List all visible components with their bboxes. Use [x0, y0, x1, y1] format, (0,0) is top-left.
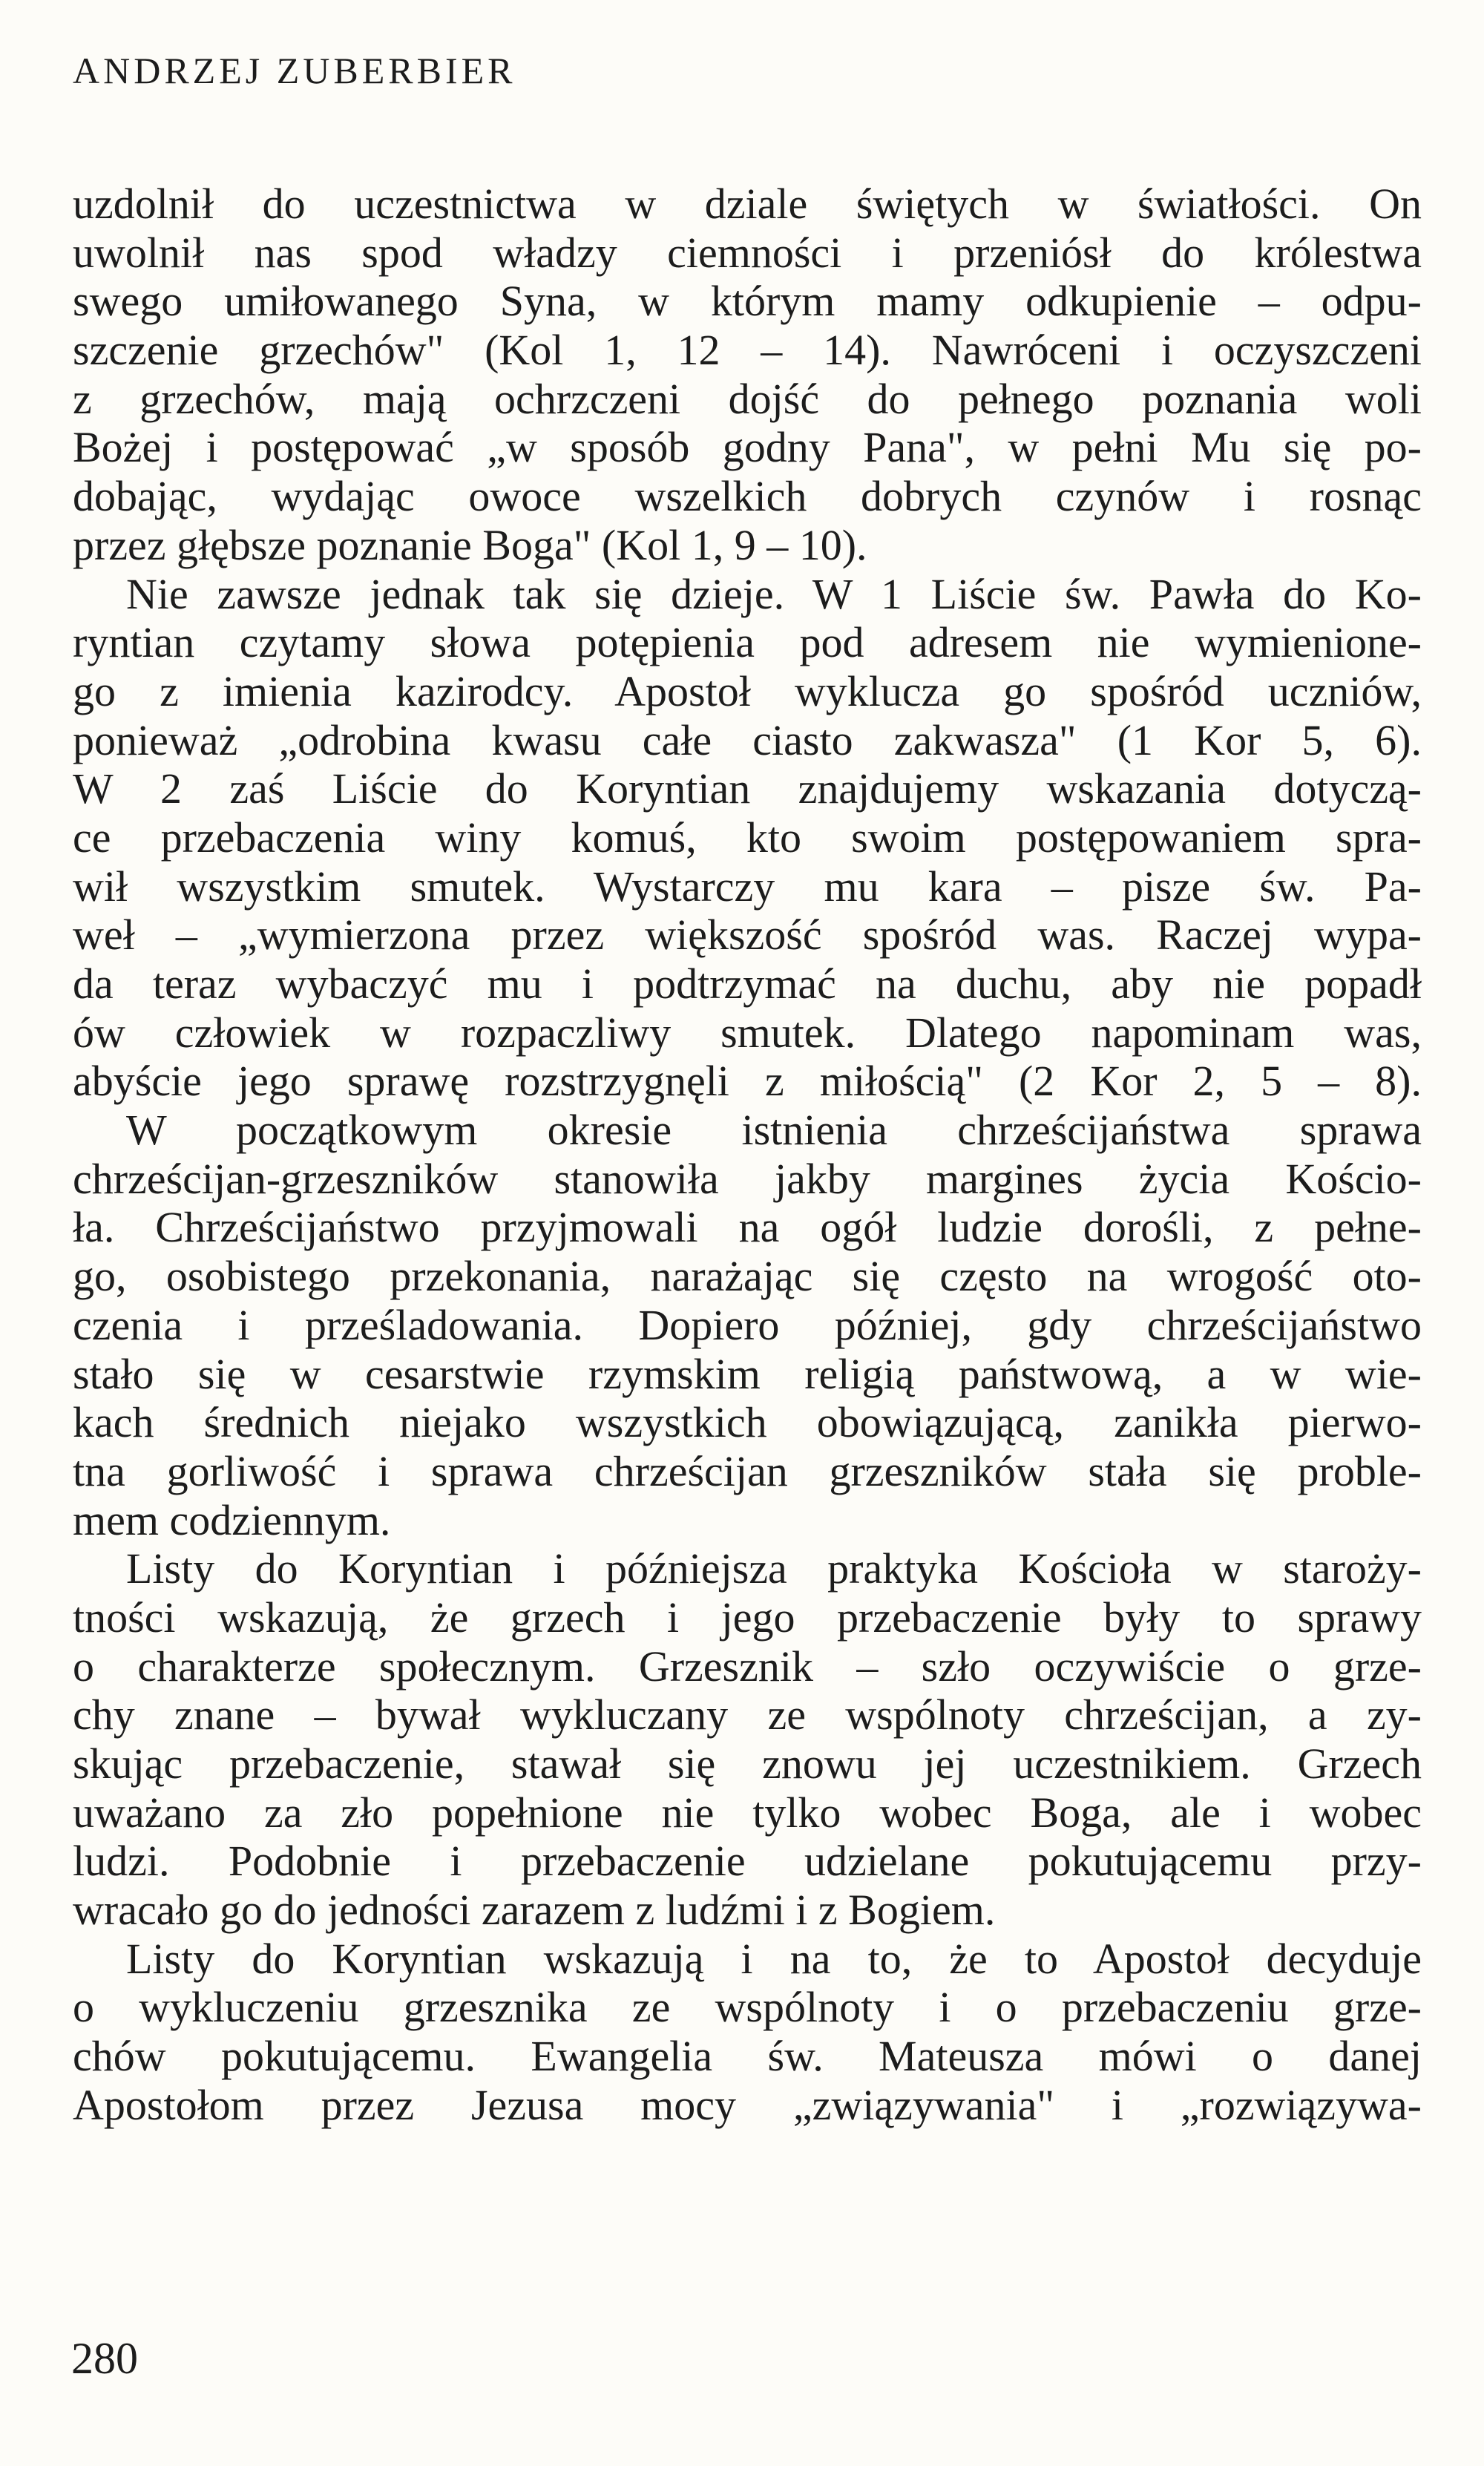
text-line: go z imienia kazirodcy. Apostoł wyklucza go spośród uczniów,: [73, 666, 1422, 715]
text-line: W początkowym okresie istnienia chrześcijaństwa sprawa: [126, 1106, 1422, 1155]
text-line: Bożej i postępować „w sposób godny Pana", w pełni Mu się po-: [73, 423, 1422, 472]
text-line: uzdolnił do uczestnictwa w dziale świętych w światłości. On: [73, 180, 1422, 228]
text-line: W 2 zaś Liście do Koryntian znajdujemy wskazania dotyczą-: [73, 764, 1422, 813]
text-line: ów człowiek w rozpaczliwy smutek. Dlatego napominam was,: [73, 1008, 1422, 1057]
text-line: z grzechów, mają ochrzczeni dojść do pełnego poznania woli: [73, 374, 1422, 423]
text-line: przez głębsze poznanie Boga" (Kol 1, 9 – 10).: [73, 520, 867, 569]
text-line: ludzi. Podobnie i przebaczenie udzielane pokutującemu przy-: [73, 1837, 1422, 1886]
text-line: uwolnił nas spod władzy ciemności i przeniósł do królestwa: [73, 228, 1422, 277]
text-line: o charakterze społecznym. Grzesznik – szło oczywiście o grze-: [73, 1642, 1422, 1691]
text-line: wracało go do jedności zarazem z ludźmi i z Bogiem.: [73, 1886, 996, 1935]
text-line: tności wskazują, że grzech i jego przebaczenie były to sprawy: [73, 1593, 1422, 1642]
running-head: ANDRZEJ ZUBERBIER: [73, 50, 516, 91]
text-line: mem codziennym.: [73, 1495, 391, 1544]
text-line: chrześcijan-grzeszników stanowiła jakby margines życia Kościo-: [73, 1154, 1422, 1203]
text-line: Listy do Koryntian wskazują i na to, że to Apostoł decyduje: [126, 1934, 1422, 1983]
text-line: go, osobistego przekonania, narażając się często na wrogość oto-: [73, 1252, 1422, 1301]
text-line: kach średnich niejako wszystkich obowiązującą, zanikła pierwo-: [73, 1398, 1422, 1447]
text-line: dobając, wydając owoce wszelkich dobrych czynów i rosnąc: [73, 472, 1422, 521]
text-line: o wykluczeniu grzesznika ze wspólnoty i o przebaczeniu grze-: [73, 1983, 1422, 2032]
text-line: ła. Chrześcijaństwo przyjmowali na ogół ludzie dorośli, z pełne-: [73, 1203, 1422, 1252]
text-line: Apostołom przez Jezusa mocy „związywania" i „rozwiązywa-: [73, 2080, 1422, 2129]
text-line: chy znane – bywał wykluczany ze wspólnoty chrześcijan, a zy-: [73, 1691, 1422, 1739]
text-line: szczenie grzechów" (Kol 1, 12 – 14). Nawróceni i oczyszczeni: [73, 326, 1422, 375]
text-line: ponieważ „odrobina kwasu całe ciasto zakwasza" (1 Kor 5, 6).: [73, 715, 1422, 764]
text-line: da teraz wybaczyć mu i podtrzymać na duchu, aby nie popadł: [73, 960, 1422, 1008]
text-line: Nie zawsze jednak tak się dzieje. W 1 Liście św. Pawła do Ko-: [126, 569, 1422, 618]
text-line: abyście jego sprawę rozstrzygnęli z miłością" (2 Kor 2, 5 – 8).: [73, 1057, 1422, 1106]
text-line: chów pokutującemu. Ewangelia św. Mateusza mówi o danej: [73, 2032, 1422, 2081]
text-line: wił wszystkim smutek. Wystarczy mu kara – pisze św. Pa-: [73, 862, 1422, 911]
text-line: czenia i prześladowania. Dopiero później, gdy chrześcijaństwo: [73, 1300, 1422, 1349]
text-line: skując przebaczenie, stawał się znowu jej uczestnikiem. Grzech: [73, 1739, 1422, 1788]
text-line: Listy do Koryntian i późniejsza praktyka Kościoła w staroży-: [126, 1544, 1422, 1593]
text-line: stało się w cesarstwie rzymskim religią państwową, a w wie-: [73, 1349, 1422, 1398]
page-number: 280: [71, 2334, 138, 2383]
text-line: ce przebaczenia winy komuś, kto swoim postępowaniem spra-: [73, 813, 1422, 862]
text-line: ryntian czytamy słowa potępienia pod adresem nie wymienione-: [73, 618, 1422, 667]
text-line: weł – „wymierzona przez większość spośród was. Raczej wypa-: [73, 911, 1422, 960]
text-line: uważano za zło popełnione nie tylko wobec Boga, ale i wobec: [73, 1788, 1422, 1837]
text-line: tna gorliwość i sprawa chrześcijan grzeszników stała się proble-: [73, 1446, 1422, 1495]
text-line: swego umiłowanego Syna, w którym mamy odkupienie – odpu-: [73, 277, 1422, 326]
body-text: [73, 180, 1422, 2130]
